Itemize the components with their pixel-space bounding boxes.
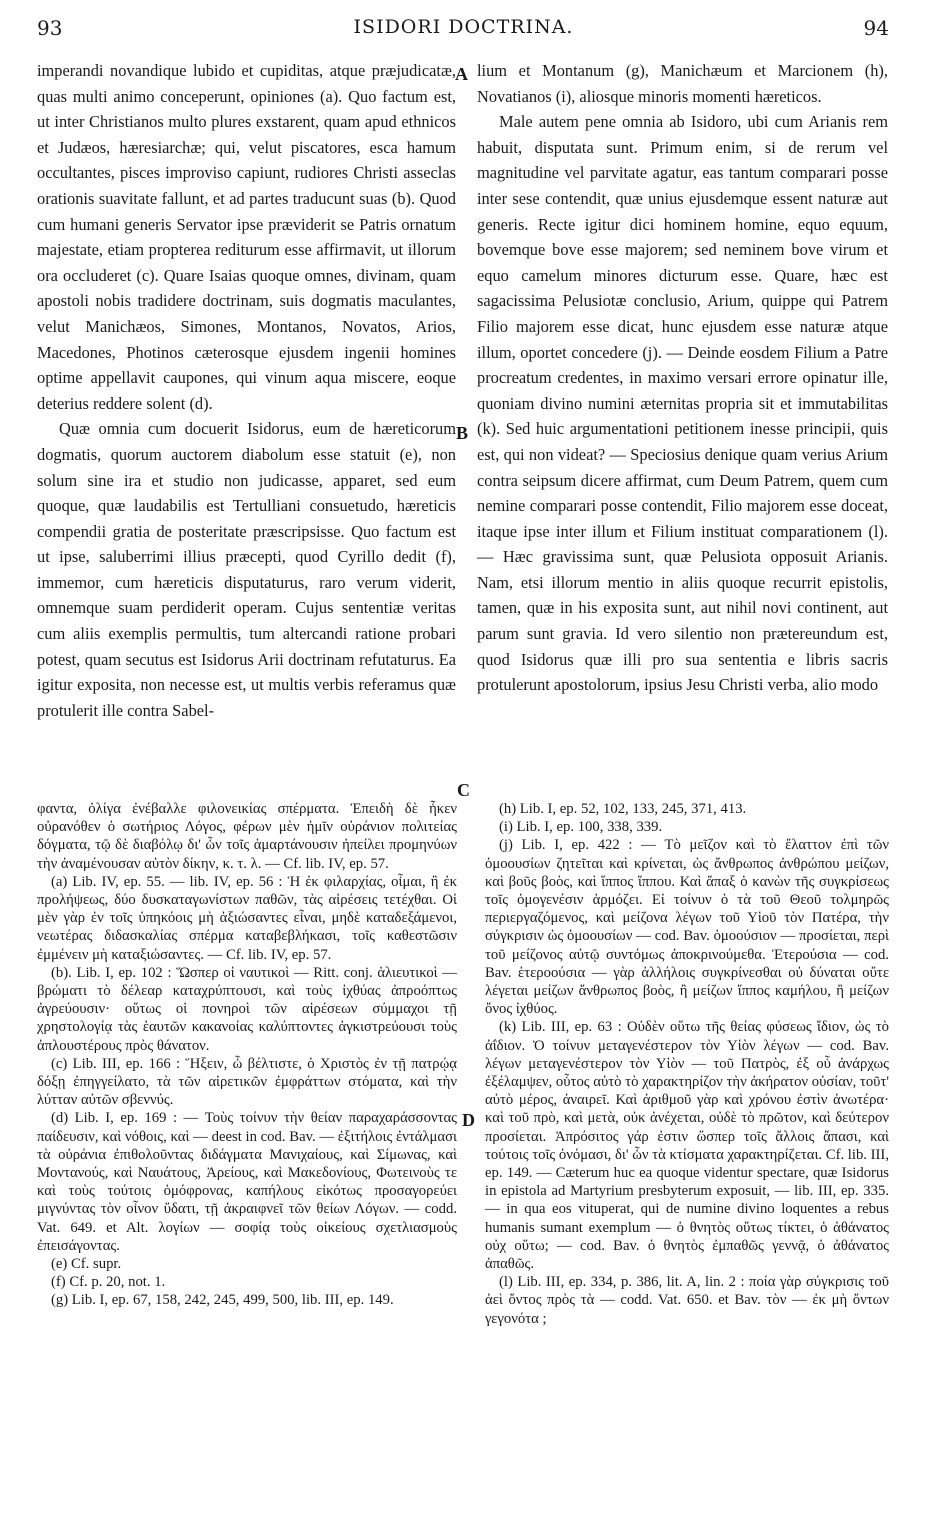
footnote: (b). Lib. I, ep. 102 : Ὥσπερ οἱ ναυτικοὶ — Ritt. conj. ἁλιευτικοὶ — βρώματι τὸ δέλεαρ καταχρύπτουσι, καὶ τοὺς ἰχθύας ἀπροόπτως ἀγρεύουσιν· οὕτως οἱ πονηροὶ τῶν αἱρέσεων σύμμαχοι τῇ χρηστολογίᾳ τὰς ἑαυτῶν κακανοίας καλύπτοντες ἀγκιστρεύουσι τοὺς ἁπλουστέρους πρὸς θάνατον. [37,964,457,1054]
footnote: (f) Cf. p. 20, not. 1. [51,1274,166,1291]
footnotes-left-column [37,800,457,1310]
running-title: ISIDORI DOCTRINA. [353,16,574,38]
margin-letter-a: A [455,64,468,84]
footnote: φαντα, ὀλίγα ἐνέβαλλε φιλονεικίας σπέρματα. Ἐπειδὴ δὲ ἧκεν οὐρανόθεν ὁ σωτήριος Λόγος, φέρων μὲν ἡμῖν οὐράνιον πολιτείας δόγματα, τῷ δὲ διαβόλῳ δι' ὧν τοῖς ἁμαρτάνουσιν ἠπείλει προμηνύων τὴν ἀναμένουσαν αὐτὸν δίκην, κ. τ. λ. — Cf. lib. IV, ep. 57. [37,801,457,872]
main-text-left-column [37,58,456,723]
footnotes-right-column [485,800,889,1328]
margin-letter-d: D [462,1110,475,1130]
footnote: (e) Cf. supr. [51,1256,122,1273]
margin-letter-b: B [456,423,469,443]
margin-letter-c: C [457,780,470,800]
footnote: (h) Lib. I, ep. 52, 102, 133, 245, 371, 413. [499,801,747,817]
footnote: (a) Lib. IV, ep. 55. — lib. IV, ep. 56 : Ἡ ἐκ φιλαρχίας, οἶμαι, ἢ ἐκ προλήψεως, δύο δυσκαταγωνίστων παθῶν, τὰς αἱρέσεις τετέχθαι. Οἱ μὲν γὰρ ἐν τοῖς ὑπηκόοις μὴ ἀξιώσαντες εἶναι, μηδὲ καταδεξάμενοι, νεωτέρας διδασκαλίας σπέρμα καταβεβλήκασι, τοῖς καθεστῶσιν ἐμμένειν μὴ καταξιώσαντες. — Cf. lib. IV, ep. 57. [37,873,457,963]
footnote: (l) Lib. III, ep. 334, p. 386, lit. A, lin. 2 : ποία γὰρ σύγκρισις τοῦ ἀεὶ ὄντος πρὸς τὰ — codd. Vat. 650. et Bav. τὸν — ἐκ μὴ ὄντων γεγονότα ; [485,1274,889,1327]
paragraph: Quæ omnia cum docuerit Isidorus, eum de hæreticorum dogmatis, quorum auctorem diabolum esse statuit (e), non solum sine ira et studio non judicasse, apparet, sed eum quoque, quæ laudabilis est Tertulliani consuetudo, hæreticis compendii gratia de posteritate præscripsisse. Quo factum est ut ipse, saluberrimi illius præcepti, quod Cyrillo dedit (f), immemor, cum hæreticis disputaturus, raro verum viderit, omnemque suam perdiderit operam. Cujus sententiæ veritas cum aliis exemplis permultis, tum altercandi ratione probari potest, quam secutus est Isidorus Arii doctrinam refutaturus. Ea igitur exposita, non necesse est, ut multis verbis referamus quæ protulerit ille contra Sabel- [37,419,456,720]
paragraph: Male autem pene omnia ab Isidoro, ubi cum Arianis rem habuit, disputata sunt. Primum enim, si de rerum vel magnitudine vel parvitate agatur, eas tantum comparari posse inter sese contendit, quæ unius ejusdemque essent naturæ aut generis. Recte igitur dici hominem homine, equo equum, bovemque bove esse majorem; sed neminem bove virum et equo camelum minores dicturum esse. Quare, hæc est sagacissima Pelusiotæ conclusio, Arium, quippe qui Patrem Filio majorem esse dicat, hunc ejusdem esse naturæ atque illum, oportet concedere (j). — Deinde eosdem Filium a Patre procreatum credentes, in maximo versari errore opinatur ille, quoniam divino numini æternitas propria sit et immutabilitas (k). Sed huic argumentationi petitionem inesse principii, quis est, qui non videat? — Speciosius denique quam verius Arium contra seipsum dicere affirmat, cum Deum Patrem, quem cum nemine comparari posse contendit, Filio majorem esse doceat, itaque ipse inter illum et Filium instituat comparationem (l). — Hæc gravissima sunt, quæ Pelusiota opposuit Arianis. Nam, etsi illorum mentio in aliis quoque recurrit epistolis, tamen, quæ in his exposita sunt, aut nihil novi continent, aut parum sunt gravia. Id vero silentio non prætereundum est, quod Isidorus quæ illi pro sua sententia e libris sacris protulerunt apostolorum, ipsius Jesu Christi verba, alio modo [477,112,888,695]
footnote: (k) Lib. III, ep. 63 : Οὐδὲν οὕτω τῆς θείας φύσεως ἴδιον, ὡς τὸ ἀΐδιον. Ὁ τοίνυν μεταγενέστερον τὸν Υἱὸν λέγων — cod. Bav. λέγων μεταγενέστερον τὸν Υἱὸν — τοῦ Πατρὸς, ἐξ οὗ ἀνάρχως ἐξέλαμψεν, οὗτος αὐτὸ τὸ χαρακτηρίζον τὴν ἀκήρατον οὐσίαν, τοῦτ' αὐτὸ μέρος, ἀναιρεῖ. Καὶ ἀριθμοῦ γὰρ καὶ χρόνου ἐστὶν ἀνωτέρα· καὶ τοῦ πρὸ, καὶ μετὰ, οὐκ ἀνέχεται, οὐδὲ τὸ πρῶτον, καὶ δεύτερον προσίεται. Ἀπρόσιτος γάρ ἐστιν ὥσπερ τοῖς ἄλλοις ἅπασι, καὶ τούτοις τοῖς ὀνόμασι, δι' ὧν τὰ κτίσματα χαρακτηρίζεται. Cf. lib. III, ep. 149. — Cæterum huc ea quoque videntur spectare, quæ Isidorus in epistola ad Martyrium presbyterum exposuit, — lib. III, ep. 335. — in qua eos vituperat, qui de numine divino loquentes a rebus humanis sumant exemplum — ὁ θνητὸς οὕτως τίκτει, ὁ ἀθάνατος οὐχ οὕτω; — cod. Bav. ὁ θνητὸς ἐμπαθῶς γεννᾷ, ὁ ἀθάνατος ἀπαθῶς. [485,1019,889,1273]
page-header [0,16,927,46]
paragraph: imperandi novandique lubido et cupiditas, atque præjudicatæ, quas multi animo conceperunt, opiniones (a). Quo factum est, ut inter Christianos multo plures exstarent, quam apud ethnicos et Judæos, hæresiarchæ; qui, velut piscatores, esca hamum occultantes, pisces improviso capiunt, rudiores Christi asseclas orationis suavitate fallunt, et ad partes traducunt suas (b). Quod cum humani generis Servator ipse præviderit se Patris ornatum majestate, etiam propterea rediturum esse affirmavit, ut illorum ora occluderet (c). Quare Isaias quoque omnes, divinam, quam apostoli nobis tradidere doctrinam, suis dogmatis maculantes, velut Manichæos, Simones, Montanos, Novatos, Arios, Macedones, Photinos cæterosque ejusdem ingenii homines optime appellavit caupones, qui vinum aqua miscere, eoque deterius reddere solent (d). [37,61,456,413]
main-text-right-column [477,58,888,698]
footnote: (j) Lib. I, ep. 422 : — Τὸ μεῖζον καὶ τὸ ἔλαττον ἐπὶ τῶν ὁμοουσίων ζητεῖται καὶ κρίνεται, ὡς ἄνθρωπος ἀνθρώπου μείζων, καὶ βοῦς βοὸς, καὶ ἵππος ἵππου. Καὶ ἅπαξ ὁ κανὼν τῆς συγκρίσεως τοῖς ὁμογενέσιν ἁρμόζει. Εἰ τοίνυν ὁ τὰ τοῦ Θεοῦ τολμηρῶς περιεργαζόμενος, καὶ μείζονα λέγων τοῦ Υἱοῦ τὸν Πατέρα, τὴν σύγκρισιν ὡς ὁμοουσίων — cod. Bav. ὁμοούσιον — προσίεται, περὶ τοῦ μείζονος αὐτῷ συντόμως ἀποκρινούμεθα. Ἑτερούσια — cod. Bav. ἑτεροούσια — γὰρ ἀλλήλοις συγκρίνεσθαι οὐ δύναται οὔτε λέγεται μείζων ἄνθρωπος βοὸς, ἢ μείζων ἵππος καμήλου, ἢ μείζων ὄνος ἰχθύος. [485,837,889,1018]
footnote: (i) Lib. I, ep. 100, 338, 339. [499,819,663,836]
page-number-left: 93 [37,16,63,40]
footnote: (c) Lib. III, ep. 166 : Ἥξειν, ὦ βέλτιστε, ὁ Χριστὸς ἐν τῇ πατρῴᾳ δόξῃ ἐπηγγείλατο, τὰ τῶν αἱρετικῶν ἐμφράττων στόματα, καὶ τὴν λύτταν αὐτῶν σβεννύς. [37,1055,457,1109]
footnote: (g) Lib. I, ep. 67, 158, 242, 245, 499, 500, lib. III, ep. 149. [51,1292,394,1309]
footnote: (d) Lib. I, ep. 169 : — Τοὺς τοίνυν τὴν θείαν παραχαράσσοντας παίδευσιν, καὶ νόθοις, καὶ — deest in cod. Bav. — ἐξιτήλοις ἐντάλμασι τὰ οὐράνια ἐπιθολοῦντας διδάγματα Μανιχαίους, καὶ Σίμωνας, καὶ Μοντανούς, καὶ Ναυάτους, Ἀρείους, καὶ Μακεδονίους, Φωτεινοὺς τε καὶ τοὺς τούτοις ὁμόφρονας, καπήλους εἰκότως προσαγορεύει μιγνύντας τὸν οἶνον ὕδατι, τῇ ἀκραιφνεῖ τῶν θείων Λόγων. — codd. Vat. 649. et Alt. λογίων — σοφίᾳ τοὺς οἰκείους σχετλιασμοὺς ἐπεισάγοντας. [37,1110,457,1254]
page-number-right: 94 [863,16,889,40]
paragraph: lium et Montanum (g), Manichæum et Marcionem (h), Novatianos (i), aliosque minoris momenti hæreticos. [477,61,888,106]
